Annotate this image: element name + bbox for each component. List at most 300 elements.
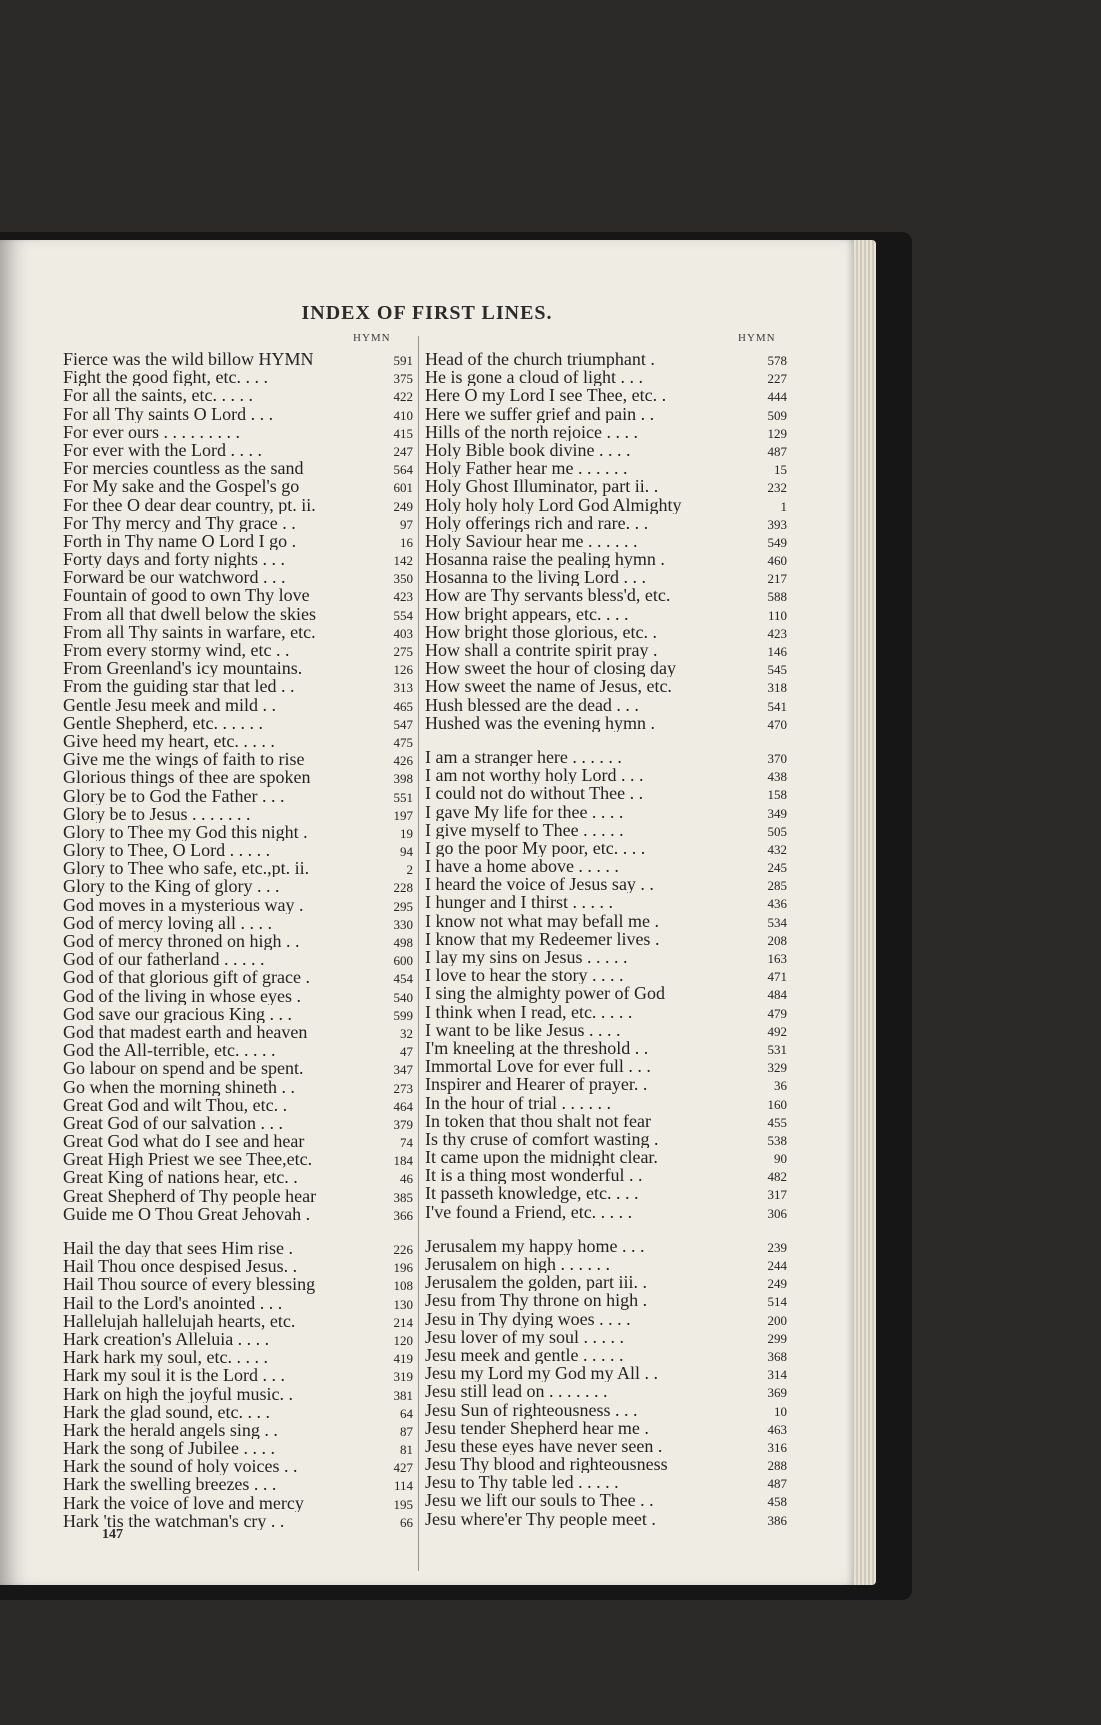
- index-entry: [425, 714, 787, 732]
- index-entry: [425, 1291, 787, 1309]
- first-line: How are Thy servants bless'd, etc.: [425, 586, 671, 605]
- hymn-number: 484: [767, 987, 787, 1003]
- index-entry: [63, 768, 413, 786]
- hymn-number: 319: [393, 1369, 413, 1385]
- index-entry: [425, 605, 787, 623]
- first-line: How shall a contrite spirit pray .: [425, 641, 658, 660]
- index-entry: [63, 1059, 413, 1077]
- first-line: Hark on high the joyful music. .: [63, 1384, 293, 1403]
- first-line: Forth in Thy name O Lord I go .: [63, 531, 297, 551]
- hymn-number: 142: [393, 553, 413, 569]
- first-line: I am not worthy holy Lord . . .: [425, 766, 644, 785]
- first-line: God of mercy throned on high . .: [63, 932, 300, 951]
- hymn-number: 120: [393, 1332, 413, 1348]
- index-entry: [63, 987, 413, 1005]
- index-entry: [63, 1114, 413, 1132]
- first-line: God of mercy loving all . . . .: [63, 913, 272, 932]
- index-entry: [63, 1348, 413, 1366]
- first-line: God of that glorious gift of grace .: [63, 968, 310, 987]
- first-line: Head of the church triumphant .: [425, 350, 655, 369]
- hymn-number: 160: [767, 1096, 787, 1112]
- index-entry: [425, 1184, 787, 1202]
- index-entry: [63, 623, 413, 641]
- hymn-number: 94: [400, 844, 413, 860]
- first-line: God save our gracious King . . .: [63, 1004, 292, 1023]
- index-entry: [425, 803, 787, 821]
- first-line: How bright those glorious, etc. .: [425, 622, 657, 641]
- hymn-number: 232: [767, 480, 787, 496]
- hymn-number: 393: [767, 516, 787, 532]
- hymn-number: 422: [393, 389, 413, 405]
- index-entry: [63, 732, 413, 750]
- index-entry: [425, 748, 787, 766]
- index-entry: [63, 714, 413, 732]
- hymn-number: 534: [767, 914, 787, 930]
- first-line: It came upon the midnight clear.: [425, 1148, 658, 1167]
- first-line: Hark 'tis the watchman's cry . .: [63, 1511, 285, 1530]
- index-entry: [63, 859, 413, 877]
- index-entry: [63, 1457, 413, 1475]
- first-line: Great Shepherd of Thy people hear: [63, 1186, 317, 1205]
- index-entry: [425, 1473, 787, 1491]
- index-entry: [63, 805, 413, 823]
- index-entry: [63, 968, 413, 986]
- hymn-number: 403: [393, 625, 413, 641]
- first-line: Forward be our watchword . . .: [63, 568, 286, 587]
- hymn-number: 316: [767, 1439, 787, 1455]
- first-line: Is thy cruse of comfort wasting .: [425, 1129, 659, 1149]
- index-entry: [63, 1294, 413, 1312]
- first-line: I hunger and I thirst . . . . .: [425, 893, 613, 912]
- hymn-number: 540: [393, 989, 413, 1005]
- first-line: It is a thing most wonderful . .: [425, 1166, 643, 1185]
- index-entry: [63, 496, 413, 514]
- index-entry: [63, 386, 413, 404]
- index-entry: [63, 1023, 413, 1041]
- index-entry: [425, 1057, 787, 1075]
- index-entry: [63, 1494, 413, 1512]
- hymn-number: 64: [400, 1405, 413, 1421]
- index-entry: [63, 514, 413, 532]
- hymn-number: 368: [767, 1348, 787, 1364]
- hymn-number: 465: [393, 698, 413, 714]
- first-line: God that madest earth and heaven: [63, 1022, 308, 1042]
- index-entry: [425, 1203, 787, 1221]
- index-entry: [63, 950, 413, 968]
- first-line: Glory to the King of glory . . .: [63, 877, 280, 896]
- first-line: Guide me O Thou Great Jehovah .: [63, 1204, 311, 1223]
- hymn-number: 126: [393, 662, 413, 678]
- hymn-number: 347: [393, 1062, 413, 1078]
- index-entry: [63, 750, 413, 768]
- first-line: Jesu in Thy dying woes . . . .: [425, 1309, 631, 1328]
- index-entry: [425, 550, 787, 568]
- hymn-number: 184: [393, 1153, 413, 1169]
- hymn-number: 66: [400, 1514, 413, 1530]
- hymn-number: 19: [400, 825, 413, 841]
- first-line: Hark the song of Jubilee . . . .: [63, 1439, 275, 1458]
- first-line: Here we suffer grief and pain . .: [425, 404, 655, 423]
- index-entry: [425, 696, 787, 714]
- page-number: 147: [102, 1527, 123, 1542]
- index-entry: [425, 514, 787, 532]
- hymn-number: 195: [393, 1496, 413, 1512]
- first-line: Glory to Thee who safe, etc.,pt. ii.: [63, 859, 310, 878]
- index-entry: [63, 787, 413, 805]
- index-entry: [425, 1382, 787, 1400]
- index-entry: [63, 1005, 413, 1023]
- first-line: Fight the good fight, etc. . . .: [63, 368, 268, 387]
- index-entry: [63, 1041, 413, 1059]
- hymn-number: 479: [767, 1005, 787, 1021]
- index-entry: [63, 677, 413, 695]
- first-line: God moves in a mysterious way .: [63, 895, 304, 914]
- index-entry: [63, 550, 413, 568]
- hymn-number: 208: [767, 932, 787, 948]
- hymn-number: 487: [767, 1476, 787, 1492]
- index-entry: [63, 568, 413, 586]
- hymn-number: 369: [767, 1385, 787, 1401]
- index-entry: [425, 1112, 787, 1130]
- hymn-number: 554: [393, 607, 413, 623]
- hymn-number: 217: [767, 571, 787, 587]
- section-gap: [425, 732, 787, 748]
- hymn-number: 239: [767, 1239, 787, 1255]
- hymn-number: 541: [767, 698, 787, 714]
- hymn-number: 330: [393, 916, 413, 932]
- hymn-number: 423: [393, 589, 413, 605]
- first-line: Here O my Lord I see Thee, etc. .: [425, 386, 667, 405]
- first-line: Jesu from Thy throne on high .: [425, 1291, 648, 1310]
- hymn-number: 108: [393, 1278, 413, 1294]
- index-entry: [425, 386, 787, 404]
- first-line: Hushed was the evening hymn .: [425, 713, 655, 732]
- hymn-number: 375: [393, 371, 413, 387]
- index-entry: [63, 896, 413, 914]
- index-entry: [63, 841, 413, 859]
- index-entry: [425, 1401, 787, 1419]
- index-entry: [425, 1003, 787, 1021]
- index-entry: [425, 821, 787, 839]
- first-line: Jesu these eyes have never seen .: [425, 1436, 663, 1456]
- first-line: For Thy mercy and Thy grace . .: [63, 513, 296, 532]
- first-line: I'm kneeling at the threshold . .: [425, 1038, 649, 1058]
- index-entry: [425, 1328, 787, 1346]
- hymn-number: 110: [767, 607, 787, 623]
- index-entry: [425, 1510, 787, 1528]
- first-line: Hark the voice of love and mercy: [63, 1493, 304, 1512]
- index-entry: [425, 1021, 787, 1039]
- hymn-number: 90: [774, 1151, 787, 1167]
- section-gap: [63, 1223, 413, 1239]
- index-entry: [63, 1312, 413, 1330]
- first-line: Hail Thou once despised Jesus. .: [63, 1257, 298, 1276]
- index-entry: [63, 1078, 413, 1096]
- hymn-number: 509: [767, 407, 787, 423]
- first-line: Hark creation's Alleluia . . . .: [63, 1329, 270, 1349]
- hymn-number: 423: [767, 625, 787, 641]
- first-line: How bright appears, etc. . . .: [425, 604, 629, 623]
- hymn-number: 32: [400, 1025, 413, 1041]
- hymn-number: 492: [767, 1023, 787, 1039]
- hymn-number: 370: [767, 750, 787, 766]
- first-line: For ever ours . . . . . . . . .: [63, 422, 240, 441]
- hymn-number: 74: [400, 1135, 413, 1151]
- hymn-number: 226: [393, 1242, 413, 1257]
- first-line: In token that thou shalt not fear: [425, 1111, 651, 1130]
- hymn-number: 314: [767, 1367, 787, 1383]
- index-entry: [425, 368, 787, 386]
- index-entry: [63, 1439, 413, 1457]
- hymn-number: 275: [393, 644, 413, 659]
- index-entry: [63, 1475, 413, 1493]
- index-entry: [425, 441, 787, 459]
- hymn-number: 444: [767, 389, 787, 405]
- hymn-number: 454: [393, 971, 413, 987]
- hymn-number: 129: [767, 425, 787, 441]
- hymn-number: 36: [774, 1078, 787, 1094]
- index-entry: [63, 696, 413, 714]
- hymn-number: 455: [767, 1114, 787, 1130]
- index-entry: [63, 532, 413, 550]
- first-line: I gave My life for thee . . . .: [425, 802, 624, 821]
- hymn-number: 514: [767, 1294, 787, 1310]
- right-column-label: HYMN: [738, 332, 776, 344]
- hymn-number: 549: [767, 534, 787, 550]
- hymn-number: 299: [767, 1330, 787, 1346]
- index-entry: [63, 1132, 413, 1150]
- hymn-number: 547: [393, 716, 413, 732]
- hymn-number: 498: [393, 935, 413, 950]
- first-line: For all Thy saints O Lord . . .: [63, 404, 274, 423]
- index-entry: [63, 459, 413, 477]
- hymn-number: 588: [767, 589, 787, 605]
- first-line: Holy Bible book divine . . . .: [425, 440, 631, 460]
- first-line: It passeth knowledge, etc. . . .: [425, 1184, 639, 1203]
- hymn-number: 2: [406, 862, 413, 878]
- index-entry: [425, 1094, 787, 1112]
- first-line: I want to be like Jesus . . . .: [425, 1020, 621, 1039]
- hymn-number: 47: [400, 1044, 413, 1060]
- first-line: Glory be to God the Father . . .: [63, 786, 285, 805]
- hymn-number: 475: [393, 734, 413, 750]
- first-line: Hark the sound of holy voices . .: [63, 1457, 298, 1476]
- left-column: [63, 350, 413, 1530]
- hymn-number: 245: [767, 860, 787, 876]
- hymn-number: 295: [393, 898, 413, 914]
- first-line: Gentle Jesu meek and mild . .: [63, 695, 276, 714]
- index-entry: [425, 1346, 787, 1364]
- first-line: He is gone a cloud of light . . .: [425, 368, 643, 387]
- first-line: Great God and wilt Thou, etc. .: [63, 1095, 288, 1114]
- hymn-number: 249: [767, 1276, 787, 1292]
- index-entry: [425, 1237, 787, 1255]
- index-entry: [425, 1273, 787, 1291]
- hymn-number: 505: [767, 823, 787, 839]
- index-entry: [63, 1257, 413, 1275]
- hymn-number: 432: [767, 841, 787, 857]
- hymn-number: 306: [767, 1205, 787, 1221]
- first-line: Great God of our salvation . . .: [63, 1113, 283, 1133]
- hymn-number: 163: [767, 951, 787, 966]
- hymn-number: 410: [393, 407, 413, 423]
- hymn-number: 227: [767, 371, 787, 387]
- index-entry: [425, 405, 787, 423]
- first-line: God of our fatherland . . . . .: [63, 950, 265, 969]
- index-entry: [425, 1455, 787, 1473]
- first-line: Glory to Thee my God this night .: [63, 822, 308, 842]
- first-line: Jesu Thy blood and righteousness: [425, 1455, 668, 1474]
- first-line: Holy holy holy Lord God Almighty: [425, 495, 682, 514]
- hymn-number: 10: [774, 1403, 787, 1419]
- index-entry: [63, 586, 413, 604]
- index-entry: [425, 1419, 787, 1437]
- hymn-number: 463: [767, 1421, 787, 1437]
- first-line: Hark the swelling breezes . . .: [63, 1475, 277, 1494]
- first-line: Jesu where'er Thy people meet .: [425, 1509, 656, 1528]
- first-line: For My sake and the Gospel's go: [63, 477, 300, 496]
- first-line: Fierce was the wild billow HYMN: [63, 350, 314, 369]
- index-entry: [425, 1166, 787, 1184]
- hymn-number: 317: [767, 1187, 787, 1203]
- hymn-number: 349: [767, 805, 787, 821]
- hymn-number: 600: [393, 953, 413, 969]
- first-line: Fountain of good to own Thy love: [63, 586, 310, 605]
- first-line: Hosanna raise the pealing hymn .: [425, 550, 665, 569]
- hymn-number: 470: [767, 716, 787, 732]
- hymn-number: 564: [393, 462, 413, 478]
- hymn-number: 482: [767, 1169, 787, 1185]
- first-line: Give me the wings of faith to rise: [63, 750, 305, 769]
- first-line: I know that my Redeemer lives .: [425, 929, 660, 948]
- hymn-number: 379: [393, 1116, 413, 1132]
- first-line: God the All-terrible, etc. . . . .: [63, 1041, 276, 1060]
- index-entry: [425, 477, 787, 495]
- hymn-number: 350: [393, 571, 413, 587]
- index-entry: [425, 532, 787, 550]
- index-entry: [63, 823, 413, 841]
- hymn-number: 196: [393, 1260, 413, 1276]
- first-line: Jesu my Lord my God my All . .: [425, 1364, 658, 1383]
- hymn-number: 464: [393, 1098, 413, 1114]
- first-line: Great King of nations hear, etc. .: [63, 1168, 298, 1187]
- right-column: [425, 350, 787, 1528]
- index-entry: [63, 1150, 413, 1168]
- hymn-number: 366: [393, 1207, 413, 1223]
- hymn-number: 228: [393, 880, 413, 896]
- index-entry: [63, 1385, 413, 1403]
- index-entry: [63, 1239, 413, 1257]
- first-line: Jesu meek and gentle . . . . .: [425, 1345, 624, 1365]
- index-entry: [63, 1366, 413, 1384]
- index-entry: [425, 659, 787, 677]
- hymn-number: 599: [393, 1007, 413, 1023]
- first-line: Jerusalem my happy home . . .: [425, 1236, 645, 1255]
- first-line: Go when the morning shineth . .: [63, 1077, 295, 1096]
- column-divider: [418, 336, 419, 1571]
- index-entry: [425, 1255, 787, 1273]
- index-entry: [425, 423, 787, 441]
- index-entry: [425, 766, 787, 784]
- index-entry: [425, 568, 787, 586]
- left-column-label: HYMN: [353, 332, 391, 344]
- index-entry: [425, 1075, 787, 1093]
- first-line: How sweet the hour of closing day: [425, 659, 676, 678]
- index-entry: [63, 350, 413, 368]
- first-line: Holy Ghost Illuminator, part ii. .: [425, 477, 659, 496]
- hymn-number: 288: [767, 1458, 787, 1474]
- index-entry: [63, 1205, 413, 1223]
- index-entry: [63, 659, 413, 677]
- first-line: I know not what may befall me .: [425, 911, 659, 930]
- hymn-number: 16: [400, 534, 413, 550]
- index-entry: [63, 1330, 413, 1348]
- first-line: For all the saints, etc. . . . .: [63, 386, 253, 405]
- hymn-number: 249: [393, 498, 413, 514]
- index-entry: [425, 930, 787, 948]
- index-entry: [425, 857, 787, 875]
- hymn-number: 545: [767, 662, 787, 678]
- first-line: I love to hear the story . . . .: [425, 966, 624, 985]
- hymn-number: 385: [393, 1189, 413, 1205]
- first-line: Give heed my heart, etc. . . . .: [63, 731, 275, 751]
- section-gap: [425, 1221, 787, 1237]
- hymn-number: 538: [767, 1132, 787, 1148]
- first-line: I could not do without Thee . .: [425, 784, 644, 803]
- index-entry: [63, 1275, 413, 1293]
- index-entry: [425, 623, 787, 641]
- index-entry: [63, 405, 413, 423]
- first-line: Jerusalem on high . . . . . .: [425, 1255, 610, 1274]
- index-entry: [425, 984, 787, 1002]
- hymn-number: 438: [767, 769, 787, 785]
- index-entry: [63, 368, 413, 386]
- first-line: Holy offerings rich and rare. . .: [425, 513, 649, 532]
- hymn-number: 426: [393, 753, 413, 769]
- hymn-number: 601: [393, 480, 413, 496]
- hymn-number: 81: [400, 1442, 413, 1458]
- index-entry: [425, 966, 787, 984]
- book-page: [0, 240, 854, 1585]
- index-entry: [425, 1364, 787, 1382]
- index-entry: [63, 914, 413, 932]
- first-line: I go the poor My poor, etc. . . .: [425, 838, 646, 858]
- hymn-number: 313: [393, 680, 413, 696]
- first-line: For ever with the Lord . . . .: [63, 440, 262, 460]
- first-line: I heard the voice of Jesus say . .: [425, 875, 654, 894]
- hymn-number: 273: [393, 1080, 413, 1096]
- first-line: Jesu still lead on . . . . . . .: [425, 1382, 608, 1401]
- index-entry: [63, 877, 413, 895]
- hymn-number: 158: [767, 787, 787, 803]
- first-line: Glory be to Jesus . . . . . . .: [63, 804, 251, 823]
- hymn-number: 487: [767, 443, 787, 459]
- first-line: I have a home above . . . . .: [425, 857, 619, 876]
- index-entry: [425, 1039, 787, 1057]
- index-entry: [425, 784, 787, 802]
- index-entry: [63, 423, 413, 441]
- first-line: From all that dwell below the skies: [63, 604, 316, 623]
- index-entry: [425, 496, 787, 514]
- hymn-number: 329: [767, 1060, 787, 1076]
- hymn-number: 146: [767, 644, 787, 659]
- index-entry: [63, 1096, 413, 1114]
- index-entry: [425, 586, 787, 604]
- hymn-number: 15: [774, 462, 787, 478]
- page-title: INDEX OF FIRST LINES.: [301, 302, 553, 324]
- hymn-number: 214: [393, 1314, 413, 1330]
- hymn-number: 97: [400, 516, 413, 532]
